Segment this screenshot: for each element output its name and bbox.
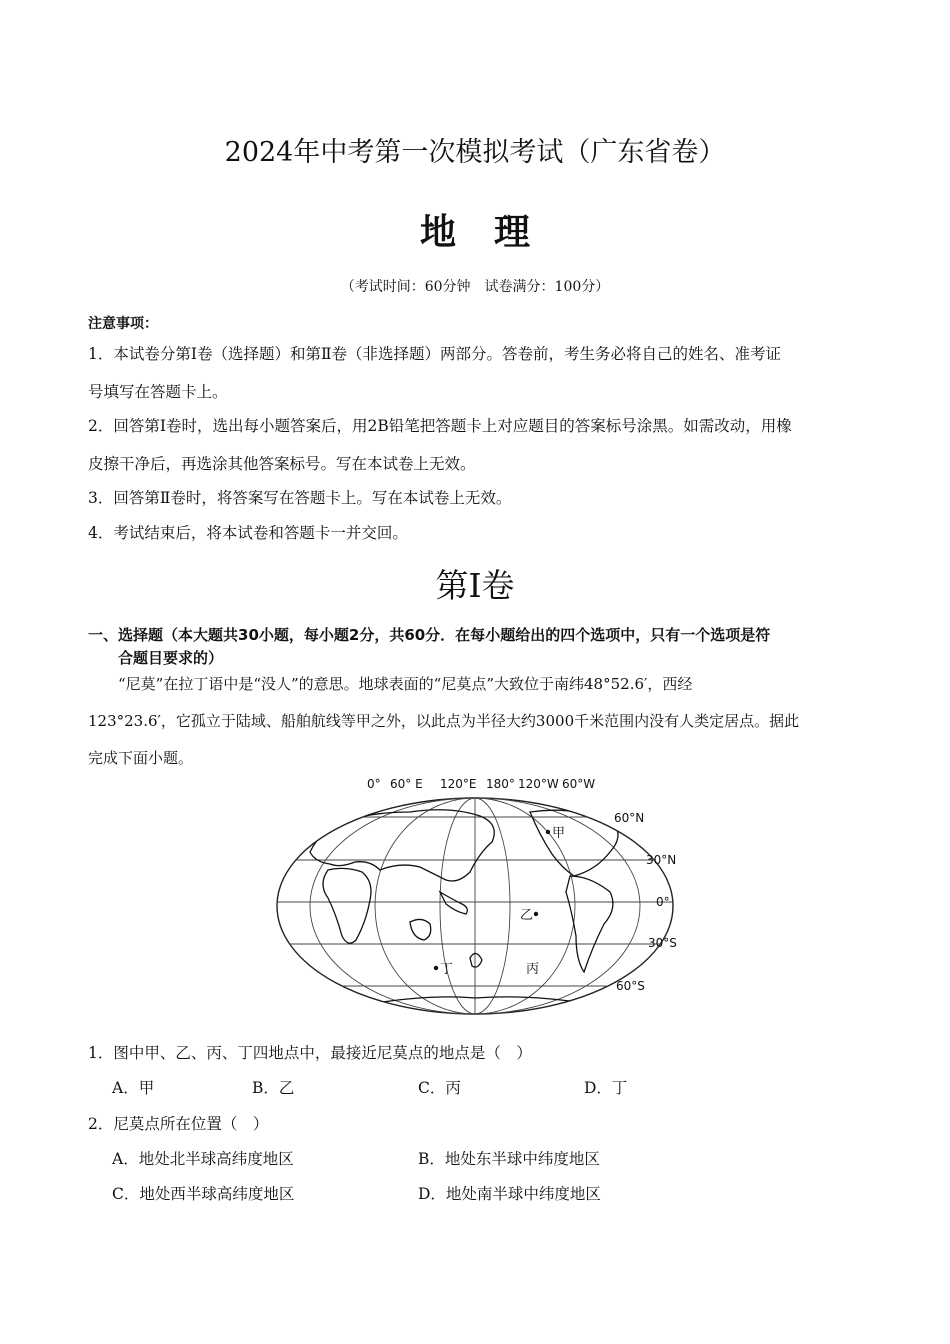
lon-labels (367, 777, 595, 791)
notice-heading: 注意事项： (88, 316, 158, 332)
lat-label: 30°N (646, 853, 677, 867)
passage-line: 123°23.6′，它孤立于陆域、船舶航线等甲之外，以此点为半径大约3000千米范围内没有人类定居点。据此 (88, 712, 800, 730)
section-heading: 一、选择题（本大题共30小题，每小题2分，共60分．在每小题给出的四个选项中，只有一个选项是符 (88, 626, 771, 644)
passage-line: “尼莫”在拉丁语中是“没人”的意思。地球表面的“尼莫点”大致位于南纬48°52.6′，西经 (118, 675, 693, 693)
option-a[interactable]: A．地处北半球高纬度地区 (112, 1150, 294, 1168)
question-stem: 1．图中甲、乙、丙、丁四地点中，最接近尼莫点的地点是（ ） (88, 1044, 532, 1062)
passage-line: 完成下面小题。 (88, 749, 194, 767)
point-label: 丁 (440, 962, 454, 977)
question-stem: 2．尼莫点所在位置（ ） (88, 1115, 269, 1133)
lon-label: 120°W (518, 777, 559, 791)
option-d[interactable]: D．丁 (584, 1079, 628, 1097)
subject-title: 地理 (419, 211, 568, 253)
notice-line: 3．回答第Ⅱ卷时，将答案写在答题卡上。写在本试卷上无效。 (88, 489, 512, 507)
lon-label: 180° (486, 777, 515, 791)
volume-title: 第Ⅰ卷 (435, 566, 515, 605)
exam-info: （考试时间：60分钟 试卷满分：100分） (340, 279, 610, 295)
lon-label: 120°E (440, 777, 477, 791)
point-label: 乙 (520, 908, 534, 923)
option-d[interactable]: D．地处南半球中纬度地区 (418, 1185, 601, 1203)
lat-label: 60°S (616, 979, 645, 993)
exam-title: 2024年中考第一次模拟考试（广东省卷） (224, 137, 726, 168)
option-c[interactable]: C．丙 (418, 1079, 461, 1097)
notice-line: 4．考试结束后，将本试卷和答题卡一并交回。 (88, 524, 408, 542)
notice-line: 2．回答第Ⅰ卷时，选出每小题答案后，用2B铅笔把答题卡上对应题目的答案标号涂黑。如需改动，用橡 (88, 417, 792, 435)
world-map (270, 772, 690, 1018)
notice-line: 1．本试卷分第Ⅰ卷（选择题）和第Ⅱ卷（非选择题）两部分。答卷前，考生务必将自己的姓名、准考证 (88, 345, 782, 363)
option-c[interactable]: C．地处西半球高纬度地区 (112, 1185, 295, 1203)
option-b[interactable]: B．地处东半球中纬度地区 (418, 1150, 600, 1168)
notice-line: 皮擦干净后，再选涂其他答案标号。写在本试卷上无效。 (88, 455, 476, 473)
point-label: 丙 (526, 962, 540, 977)
lat-label: 30°S (648, 936, 677, 950)
option-b[interactable]: B．乙 (252, 1079, 295, 1097)
point-marker (534, 912, 538, 916)
lat-label: 60°N (614, 811, 645, 825)
point-label: 甲 (552, 826, 566, 841)
option-a[interactable]: A．甲 (112, 1079, 155, 1097)
point-marker (546, 830, 550, 834)
lon-label: 60°W (562, 777, 596, 791)
point-marker (434, 966, 438, 970)
lon-label: 0° (367, 777, 381, 791)
notice-line: 号填写在答题卡上。 (88, 383, 228, 401)
section-heading-cont: 合题目要求的） (118, 649, 224, 667)
lon-label: 60° E (390, 777, 423, 791)
lat-label: 0° (656, 895, 670, 909)
